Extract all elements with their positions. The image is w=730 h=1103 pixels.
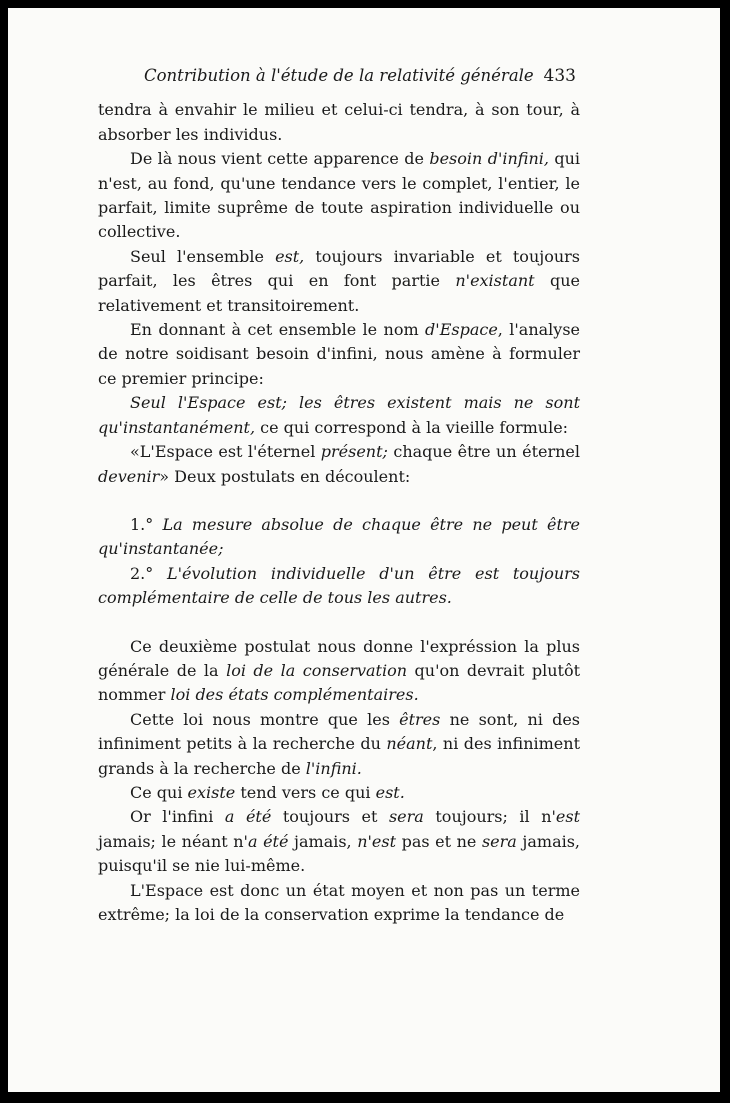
- running-title: Contribution à l'étude de la relativité générale: [144, 66, 534, 85]
- paragraph-1: tendra à envahir le milieu et celui-ci tendra, à son tour, à absorber les individus.: [98, 100, 580, 144]
- paragraph-11: Ce qui existe tend vers ce qui est.: [130, 782, 405, 802]
- text-body: [98, 64, 580, 927]
- paragraph-12: Or l'infini a été toujours et sera toujours; il n'est jamais; le néant n'a été jamais, n'est pas et ne sera jamais, puisqu'il se nie lui-même.: [98, 807, 581, 876]
- page: [8, 8, 720, 1092]
- paragraph-3: Seul l'ensemble est, toujours invariable et toujours parfait, les êtres qui en font partie n'existant que relativement et transitoirement.: [98, 246, 581, 315]
- paragraph-10: Cette loi nous montre que les êtres ne sont, ni des infiniment petits à la recherche du néant, ni des infiniment grands à la recherche de l'infini.: [98, 709, 581, 778]
- running-header: [98, 64, 580, 88]
- paragraph-9: Ce deuxième postulat nous donne l'expréssion la plus générale de la loi de la conservation qu'on devrait plutôt nommer loi des états complémentaires.: [98, 636, 581, 705]
- page-number: 433: [543, 66, 576, 86]
- paragraph-13: L'Espace est donc un état moyen et non pas un terme extrême; la loi de la conservation exprime la tendance de: [98, 880, 580, 924]
- paragraph-4: En donnant à cet ensemble le nom d'Espace, l'analyse de notre soidisant besoin d'infini, nous amène à formuler ce premier principe:: [98, 320, 581, 388]
- paragraph-2: De là nous vient cette apparence de besoin d'infini, qui n'est, au fond, qu'une tendance vers le complet, l'entier, le parfait, limite suprême de toute aspiration individuelle ou collective.: [98, 149, 581, 242]
- principle: Seul l'Espace est; les êtres existent mais ne sont qu'instantanément, ce qui correspond à la vieille formule:: [98, 393, 580, 437]
- formula: «L'Espace est l'éternel présent; chaque être un éternel devenir» Deux postulats en découlent:: [98, 442, 581, 486]
- postulate-1: 1.° La mesure absolue de chaque être ne peut être qu'instantanée;: [98, 514, 581, 559]
- postulate-2: 2.° L'évolution individuelle d'un être est toujours complémentaire de celle de tous les autres.: [98, 563, 580, 608]
